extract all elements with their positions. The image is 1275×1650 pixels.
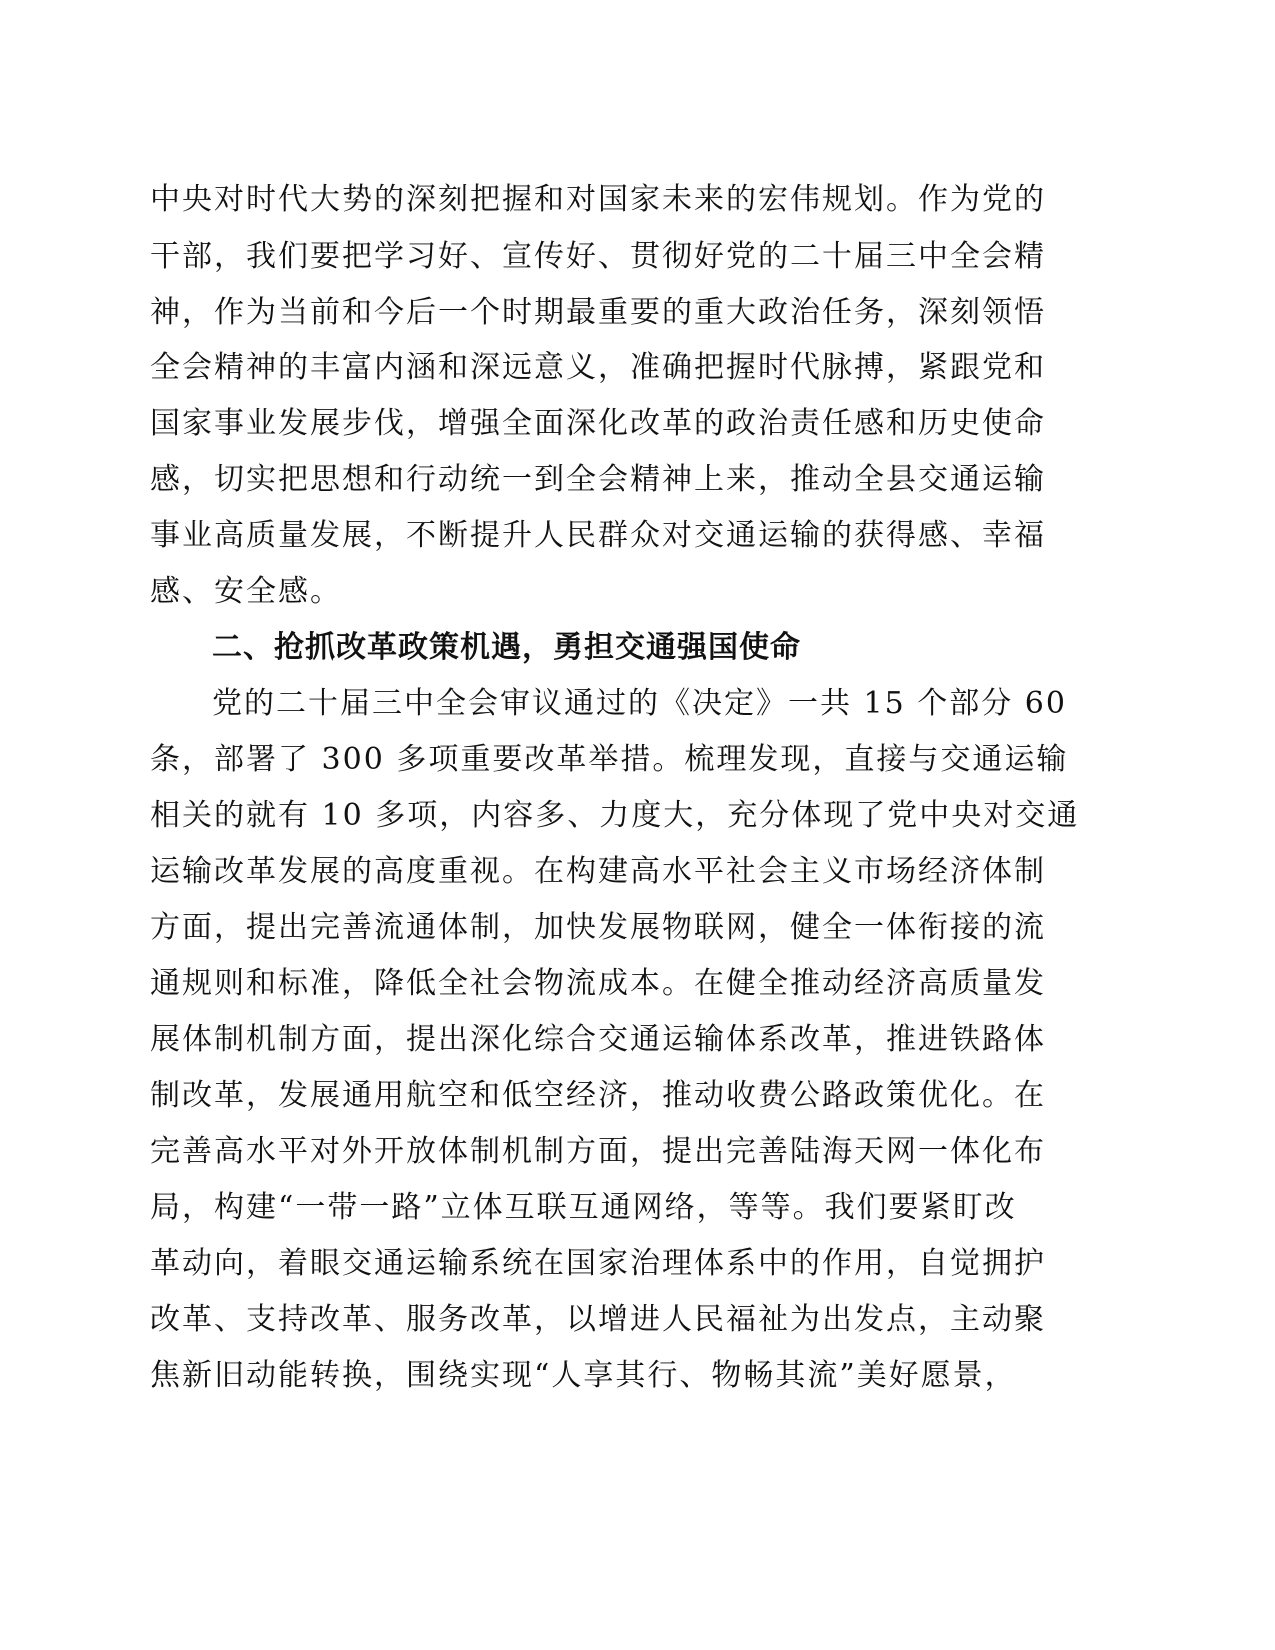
paragraph-2-line-13: 焦新旧动能转换，围绕实现“人享其行、物畅其流”美好愿景， <box>150 1358 1017 1393</box>
paragraph-2-line-7: 展体制机制方面，提出深化综合交通运输体系改革，推进铁路体 <box>150 1022 1046 1057</box>
paragraph-2-line-3: 相关的就有 10 多项，内容多、力度大，充分体现了党中央对交通 <box>150 798 1080 833</box>
paragraph-2-line-9: 完善高水平对外开放体制机制方面，提出完善陆海天网一体化布 <box>150 1134 1046 1169</box>
paragraph-2-line-6: 通规则和标准，降低全社会物流成本。在健全推动经济高质量发 <box>150 966 1046 1001</box>
paragraph-2-line-11: 革动向，着眼交通运输系统在国家治理体系中的作用，自觉拥护 <box>150 1246 1046 1281</box>
paragraph-2-line-1: 党的二十届三中全会审议通过的《决定》一共 15 个部分 60 <box>212 686 1067 721</box>
paragraph-2-line-12: 改革、支持改革、服务改革，以增进人民福祉为出发点，主动聚 <box>150 1302 1046 1337</box>
paragraph-1-line-3: 神，作为当前和今后一个时期最重要的重大政治任务，深刻领悟 <box>150 295 1046 330</box>
paragraph-1-line-5: 国家事业发展步伐，增强全面深化改革的政治责任感和历史使命 <box>150 406 1046 441</box>
paragraph-1-line-4: 全会精神的丰富内涵和深远意义，准确把握时代脉搏，紧跟党和 <box>150 350 1046 385</box>
section-heading: 二、抢抓改革政策机遇，勇担交通强国使命 <box>212 630 801 665</box>
paragraph-1-line-8: 感、安全感。 <box>150 574 342 609</box>
paragraph-2-line-2: 条，部署了 300 多项重要改革举措。梳理发现，直接与交通运输 <box>150 742 1069 777</box>
paragraph-2-line-4: 运输改革发展的高度重视。在构建高水平社会主义市场经济体制 <box>150 854 1046 889</box>
paragraph-1-line-6: 感，切实把思想和行动统一到全会精神上来，推动全县交通运输 <box>150 462 1046 497</box>
paragraph-1-line-7: 事业高质量发展，不断提升人民群众对交通运输的获得感、幸福 <box>150 518 1046 553</box>
paragraph-2-line-5: 方面，提出完善流通体制，加快发展物联网，健全一体衔接的流 <box>150 910 1046 945</box>
paragraph-2-line-8: 制改革，发展通用航空和低空经济，推动收费公路政策优化。在 <box>150 1078 1046 1113</box>
paragraph-2-line-10: 局，构建“一带一路”立体互联互通网络，等等。我们要紧盯改 <box>150 1190 1017 1225</box>
paragraph-1-line-2: 干部，我们要把学习好、宣传好、贯彻好党的二十届三中全会精 <box>150 239 1046 274</box>
paragraph-1-line-1: 中央对时代大势的深刻把握和对国家未来的宏伟规划。作为党的 <box>150 182 1046 217</box>
